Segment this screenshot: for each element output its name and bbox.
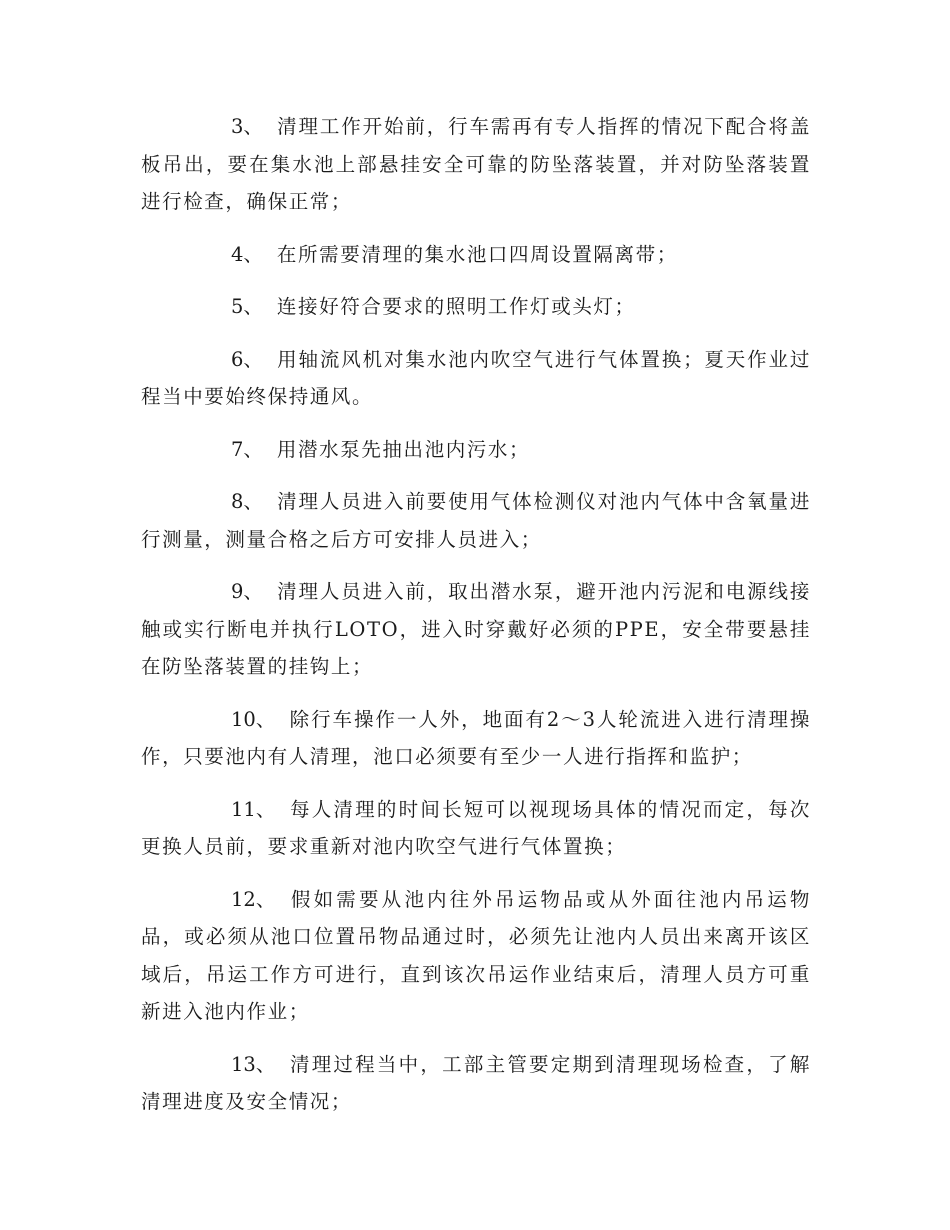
item-number: 4、 xyxy=(231,242,263,266)
item-number: 9、 xyxy=(231,580,263,603)
item-text: 在所需要清理的集水池口四周设置隔离带； xyxy=(276,242,678,266)
item-text: 除行车操作一人外，地面有2～3人轮流进入进行清理操作，只要池内有人清理，池口必须要有至少一人进行指挥和监护； xyxy=(141,707,811,768)
item-number: 5、 xyxy=(231,295,263,318)
paragraph-12 xyxy=(141,881,811,1031)
item-text: 清理工作开始前，行车需再有专人指挥的情况下配合将盖板吊出，要在集水池上部悬挂安全可靠的防坠落装置，并对防坠落装置进行检查，确保正常； xyxy=(141,115,811,213)
item-text: 清理过程当中，工部主管要定期到清理现场检查，了解清理进度及安全情况； xyxy=(141,1052,811,1113)
item-number: 8、 xyxy=(231,490,263,513)
document-body xyxy=(141,108,811,1136)
item-text: 清理人员进入前要使用气体检测仪对池内气体中含氧量进行测量，测量合格之后方可安排人员进入； xyxy=(141,490,811,551)
paragraph-8 xyxy=(141,483,811,558)
paragraph-11 xyxy=(141,791,811,866)
paragraph-7 xyxy=(141,431,811,469)
item-number: 11、 xyxy=(231,797,276,821)
item-number: 12、 xyxy=(231,887,276,911)
paragraph-13 xyxy=(141,1046,811,1121)
item-number: 7、 xyxy=(231,437,263,461)
item-text: 清理人员进入前，取出潜水泵，避开池内污泥和电源线接触或实行断电并执行LOTO，进入时穿戴好必须的PPE，安全带要悬挂在防坠落装置的挂钩上； xyxy=(141,580,811,678)
item-number: 6、 xyxy=(231,347,263,371)
paragraph-6 xyxy=(141,341,811,416)
paragraph-5 xyxy=(141,288,811,326)
item-text: 假如需要从池内往外吊运物品或从外面往池内吊运物品，或必须从池口位置吊物品通过时，必须先让池内人员出来离开该区域后，吊运工作方可进行，直到该次吊运作业结束后，清理人员方可重新进入池内作业； xyxy=(141,887,811,1023)
item-number: 13、 xyxy=(231,1052,276,1076)
paragraph-3 xyxy=(141,108,811,221)
paragraph-4 xyxy=(141,236,811,274)
paragraph-10 xyxy=(141,701,811,776)
item-number: 3、 xyxy=(231,115,263,138)
item-text: 用潜水泵先抽出池内污水； xyxy=(276,437,531,461)
item-text: 用轴流风机对集水池内吹空气进行气体置换；夏天作业过程当中要始终保持通风。 xyxy=(141,347,811,408)
item-text: 连接好符合要求的照明工作灯或头灯； xyxy=(276,295,636,318)
item-text: 每人清理的时间长短可以视现场具体的情况而定，每次更换人员前，要求重新对池内吹空气进行气体置换； xyxy=(141,797,811,858)
item-number: 10、 xyxy=(231,707,276,731)
paragraph-9 xyxy=(141,573,811,686)
